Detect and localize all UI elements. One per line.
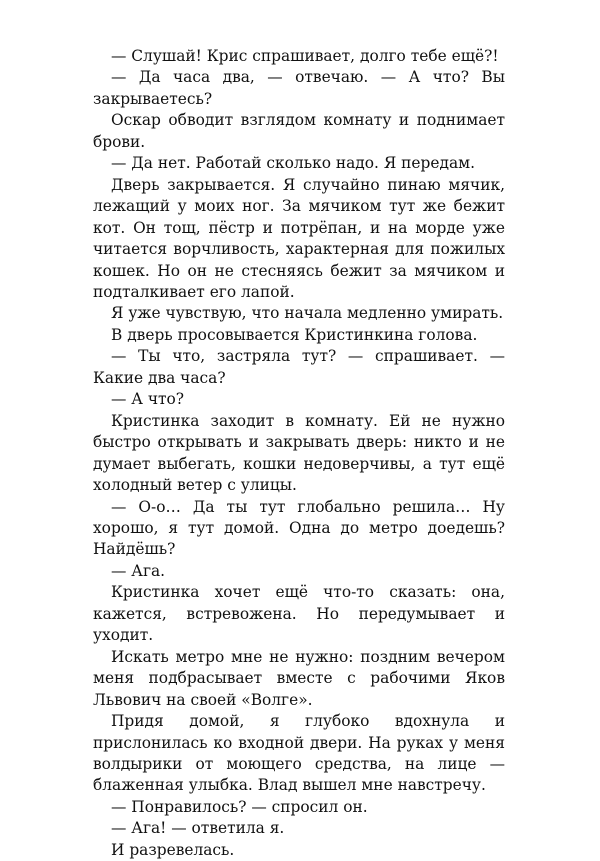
paragraph: — Понравилось? — спросил он. <box>111 797 368 816</box>
paragraph: Кристинка хочет ещё что-то сказать: она, кажется, встревожена. Но передумывает и уходит. <box>93 583 505 645</box>
paragraph: Придя домой, я глубоко вдохнула и прислонилась ко входной двери. На руках у меня волдырики от моющего средства, на лице — блаженная улыбка. Влад вышел мне навстречу. <box>93 712 505 795</box>
paragraph: — Слушай! Крис спрашивает, долго тебе ещё?! <box>111 47 499 65</box>
paragraph: Дверь закрывается. Я случайно пинаю мячик, лежащий у моих ног. За мячиком тут же бежит кот. Он тощ, пёстр и потрёпан, и на морде уже читается ворчливость, характерная для пожилых кошек. Но он не стесняясь бежит за мячиком и подталкивает его лапой. <box>93 175 505 301</box>
paragraph: — Ага. <box>111 561 166 580</box>
paragraph: Оскар обводит взглядом комнату и поднимает брови. <box>93 111 505 151</box>
paragraph: Искать метро мне не нужно: поздним вечером меня подбрасывает вместе с рабочими Яков Львович на своей «Волге». <box>93 647 505 709</box>
paragraph: — Да часа два, — отвечаю. — А что? Вы закрываетесь? <box>93 68 505 108</box>
paragraph: — О-о… Да ты тут глобально решила… Ну хорошо, я тут домой. Одна до метро доедешь? Найдёшь? <box>93 497 505 559</box>
paragraph: — Да нет. Работай сколько надо. Я передам. <box>111 154 475 173</box>
paragraph: И разревелась. <box>111 840 235 859</box>
paragraph: В дверь просовывается Кристинкина голова. <box>111 325 478 344</box>
paragraph: — Ты что, застряла тут? — спрашивает. — Какие два часа? <box>93 347 505 387</box>
paragraph: Я уже чувствую, что начала медленно умирать. <box>111 304 504 323</box>
paragraph: — Ага! — ответила я. <box>111 819 285 838</box>
paragraph: — А что? <box>111 390 185 409</box>
page-text <box>93 46 505 861</box>
paragraph: Кристинка заходит в комнату. Ей не нужно быстро открывать и закрывать дверь: никто и не думает выбегать, кошки недоверчивы, а тут ещё холодный ветер с улицы. <box>93 411 505 495</box>
